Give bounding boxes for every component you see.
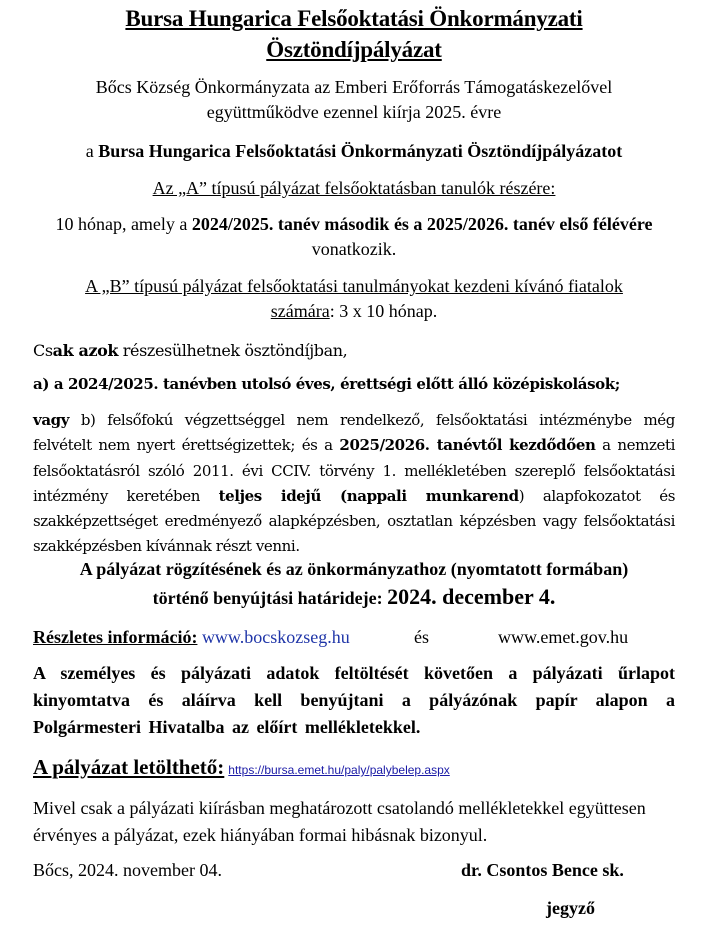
download-label: A pályázat letölthető:: [33, 755, 225, 779]
deadline-line2: történő benyújtási határideje:: [152, 588, 388, 608]
item-a-text: a) a 2024/2025. tanévben utolsó éves, érettségi előtt álló középiskolások;: [33, 375, 620, 393]
application-portal-link[interactable]: https://bursa.emet.hu/paly/palybelep.aspx: [228, 763, 450, 777]
bocs-website-link[interactable]: www.bocskozseg.hu: [201, 627, 350, 647]
item-b-part1: b) felsőfokú végzettséggel nem rendelkező, felsőoktatási intézménybe még felvételt nem nyert érettségizettek; és a: [33, 411, 675, 455]
item-b-or: vagy: [33, 411, 70, 429]
eligibility-item-b: [33, 408, 675, 560]
type-b-heading-line2: számára: [270, 301, 330, 321]
title-line-2: Ösztöndíjpályázat: [266, 37, 442, 62]
type-a-suffix: vonatkozik.: [311, 239, 397, 259]
eligibility-bold: ak azok: [52, 341, 119, 360]
signatory-title-text: jegyző: [546, 898, 595, 918]
title-line-1: Bursa Hungarica Felsőoktatási Önkormányzati: [125, 6, 583, 31]
submission-text: A személyes és pályázati adatok feltöltését követően a pályázati űrlapot kinyomtatva és aláírva kell benyújtani a pályázónak papír alapon a Polgármesteri Hivatalba az előírt mellékletekkel.: [33, 663, 675, 737]
validity-text: Mivel csak a pályázati kiírásban meghatározott csatolandó mellékletekkel együttesen érvényes a pályázat, ezek hiányában formai hibásnak bizonyul.: [33, 798, 646, 845]
type-b-duration: : 3 x 10 hónap.: [329, 301, 438, 321]
deadline-line1: A pályázat rögzítésének és az önkormányzathoz (nyomtatott formában): [79, 559, 629, 579]
item-b-fulltime: teljes idejű (nappali munkarend: [218, 486, 519, 505]
submission-instructions: [33, 660, 675, 741]
signatory-name: [461, 858, 624, 883]
type-a-heading: [33, 176, 675, 201]
signatory-name-text: dr. Csontos Bence sk.: [461, 860, 624, 880]
scholarship-name: Bursa Hungarica Felsőoktatási Önkormányzati Ösztöndíjpályázatot: [98, 141, 623, 161]
validity-notice: [33, 795, 675, 849]
item-b-part3: ) alapfokozatot és szakképzettséget eredményező alapképzésben, osztatlan képzésben vagy felsőoktatási szakképzésben kívánnak részt venni.: [33, 486, 675, 556]
eligibility-item-a: [33, 372, 675, 397]
signatory-title: [546, 896, 595, 921]
type-a-heading-text: Az „A” típusú pályázat felsőoktatásban tanulók részére:: [152, 178, 556, 198]
info-row: [33, 625, 675, 650]
place-date-text: Bőcs, 2024. november 04.: [33, 860, 222, 880]
announce-prefix: a: [85, 141, 99, 161]
eligibility-intro: [33, 338, 675, 363]
eligibility-prefix: Cs: [33, 341, 53, 360]
deadline-date: 2024. december 4.: [387, 584, 556, 609]
type-a-prefix: 10 hónap, amely a: [55, 214, 192, 234]
announcement: [33, 139, 675, 164]
intro-line-2: együttműködve ezennel kiírja 2025. évre: [206, 102, 502, 122]
emet-website-link[interactable]: www.emet.gov.hu: [498, 627, 629, 647]
info-label: Részletes információ:: [33, 627, 198, 647]
type-a-period: 2024/2025. tanév második és a 2025/2026. tanév első félévére: [191, 214, 653, 234]
item-b-part2: a nemzeti felsőoktatásról szóló 2011. évi CCIV. törvény 1. mellékletében szereplő felsőoktatási intézmény keretében: [33, 436, 675, 505]
type-b-heading-line1: A „B” típusú pályázat felsőoktatási tanulmányokat kezdeni kívánó fiatalok: [85, 276, 623, 296]
document-title: [33, 3, 675, 65]
type-a-description: [33, 212, 675, 262]
download-row: [33, 752, 675, 785]
info-and: és: [414, 627, 429, 647]
intro-paragraph: [33, 75, 675, 125]
intro-line-1: Bőcs Község Önkormányzata az Emberi Erőforrás Támogatáskezelővel: [95, 77, 613, 97]
item-b-start-year: 2025/2026. tanévtől kezdődően: [339, 436, 596, 455]
eligibility-rest: részesülhetnek ösztöndíjban,: [118, 341, 348, 360]
type-b-heading: [33, 274, 675, 324]
deadline-block: [33, 556, 675, 612]
